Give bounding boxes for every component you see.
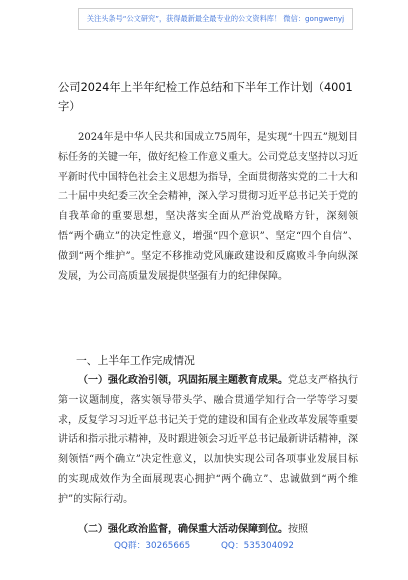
footer-qq-group: QQ群：30265665 xyxy=(113,541,191,551)
section-heading-1: 一、上半年工作完成情况 xyxy=(76,354,195,367)
subsection-1 xyxy=(58,371,358,510)
intro-paragraph xyxy=(58,128,358,286)
intro-text: 2024年是中华人民共和国成立75周年，是实现“十四五”规划目标任务的关键一年，做好纪检工作意义重大。公司党总支坚持以习近平新时代中国特色社会主义思想为指导，全面贯彻落实党的二十大和二十届中央纪委三次全会精神，深入学习贯彻习近平总书记关于党的自我革命的重要思想，坚决落实全面从严治党战略方针，深刻领悟“两个确立”的决定性意义，增强“四个意识”、坚定“四个自信”、做到“两个维护”。坚定不移推动党风廉政建设和反腐败斗争向纵深发展，为公司高质量发展提供坚强有力的纪律保障。 xyxy=(58,132,358,282)
subsection-1-body: 党总支严格执行第一议题制度，落实领导带头学、融合贯通学知行合一学等学习要求，反复学习习近平总书记关于党的建设和国有企业改革发展等重要讲话和指示批示精神，及时跟进领会习近平总书记最新讲话精神，深刻领悟“两个确立”决定性意义，以加快实现公司各项事业发展目标的实现成效作为全面展现衷心拥护“两个确立”、忠诚做到“两个维护”的实际行动。 xyxy=(58,375,358,505)
header-banner: 关注头条号“公文研究”，获得最新最全最专业的公文资料库！ 微信：gongwenyj xyxy=(78,8,353,30)
subsection-2-lead: （二）强化政治监督，确保重大活动保障到位。 xyxy=(78,524,288,535)
footer-contacts xyxy=(0,538,408,551)
subsection-1-lead: （一）强化政治引领，巩固拓展主题教育成果。 xyxy=(78,375,288,386)
footer-qq: QQ：535304092 xyxy=(220,541,295,551)
document-title: 公司2024年上半年纪检工作总结和下半年工作计划（4001字） xyxy=(58,81,353,113)
subsection-2-body: 按照 xyxy=(288,524,308,535)
subsection-2 xyxy=(58,520,358,540)
